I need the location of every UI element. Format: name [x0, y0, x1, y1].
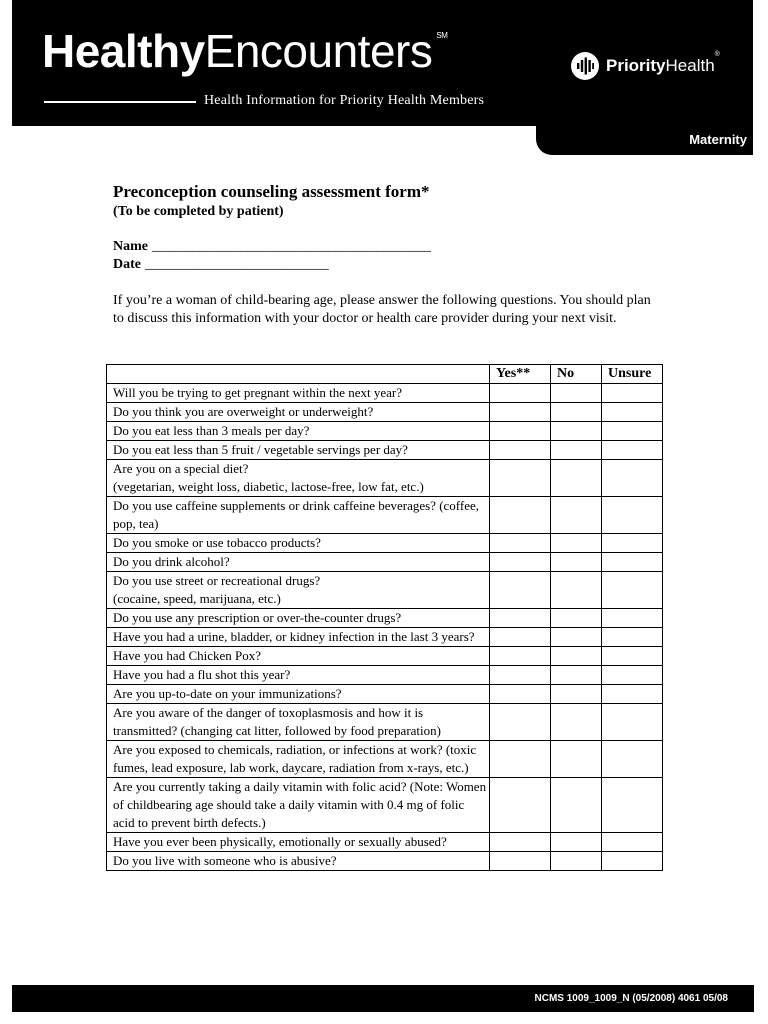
table-row — [107, 422, 663, 441]
service-mark: SM — [436, 31, 448, 40]
brand-light-text: Encounters — [204, 25, 433, 77]
question-text: Have you had a urine, bladder, or kidney infection in the last 3 years? — [107, 628, 490, 647]
question-text: Do you drink alcohol? — [107, 553, 490, 572]
registered-mark: ® — [714, 51, 720, 58]
table-row — [107, 460, 663, 497]
answer-unsure-cell[interactable] — [602, 460, 663, 497]
answer-no-cell[interactable] — [551, 852, 602, 871]
column-header-unsure: Unsure — [602, 365, 663, 384]
answer-no-cell[interactable] — [551, 647, 602, 666]
table-row — [107, 609, 663, 628]
answer-yes-cell[interactable] — [490, 833, 551, 852]
answer-yes-cell[interactable] — [490, 422, 551, 441]
question-text: Have you had Chicken Pox? — [107, 647, 490, 666]
form-subtitle: (To be completed by patient) — [113, 204, 284, 219]
question-text: Do you live with someone who is abusive? — [107, 852, 490, 871]
footer-bar — [12, 985, 754, 1012]
table-row — [107, 534, 663, 553]
answer-yes-cell[interactable] — [490, 852, 551, 871]
answer-yes-cell[interactable] — [490, 460, 551, 497]
date-label: Date — [113, 257, 141, 272]
answer-unsure-cell[interactable] — [602, 778, 663, 833]
question-text: Have you had a flu shot this year? — [107, 666, 490, 685]
question-line: Are you on a special diet? — [113, 461, 249, 476]
answer-yes-cell[interactable] — [490, 647, 551, 666]
answer-unsure-cell[interactable] — [602, 497, 663, 534]
question-line: Do you use street or recreational drugs? — [113, 573, 321, 588]
answer-no-cell[interactable] — [551, 403, 602, 422]
answer-no-cell[interactable] — [551, 441, 602, 460]
answer-unsure-cell[interactable] — [602, 534, 663, 553]
answer-no-cell[interactable] — [551, 833, 602, 852]
answer-unsure-cell[interactable] — [602, 685, 663, 704]
name-field[interactable] — [113, 239, 431, 255]
question-text: Are you exposed to chemicals, radiation, or infections at work? (toxic fumes, lead exposure, lab work, daycare, radiation from x-rays, etc.) — [107, 741, 490, 778]
answer-yes-cell[interactable] — [490, 704, 551, 741]
answer-no-cell[interactable] — [551, 778, 602, 833]
partner-logo — [570, 51, 720, 81]
table-row — [107, 685, 663, 704]
answer-yes-cell[interactable] — [490, 572, 551, 609]
header-banner — [12, 0, 753, 126]
answer-no-cell[interactable] — [551, 534, 602, 553]
question-text — [107, 460, 490, 497]
answer-yes-cell[interactable] — [490, 628, 551, 647]
brand-logo — [42, 25, 448, 77]
answer-yes-cell[interactable] — [490, 497, 551, 534]
table-row — [107, 833, 663, 852]
date-field[interactable] — [113, 257, 329, 273]
table-row — [107, 572, 663, 609]
answer-yes-cell[interactable] — [490, 666, 551, 685]
answer-no-cell[interactable] — [551, 666, 602, 685]
answer-no-cell[interactable] — [551, 741, 602, 778]
answer-unsure-cell[interactable] — [602, 833, 663, 852]
question-text: Have you ever been physically, emotionally or sexually abused? — [107, 833, 490, 852]
question-text: Do you smoke or use tobacco products? — [107, 534, 490, 553]
answer-unsure-cell[interactable] — [602, 628, 663, 647]
answer-yes-cell[interactable] — [490, 403, 551, 422]
question-text: Do you eat less than 3 meals per day? — [107, 422, 490, 441]
answer-unsure-cell[interactable] — [602, 441, 663, 460]
question-text: Do you eat less than 5 fruit / vegetable servings per day? — [107, 441, 490, 460]
answer-unsure-cell[interactable] — [602, 384, 663, 403]
section-tab — [536, 126, 753, 155]
answer-yes-cell[interactable] — [490, 741, 551, 778]
brand-bold-text: Healthy — [42, 25, 205, 77]
table-row — [107, 403, 663, 422]
answer-unsure-cell[interactable] — [602, 553, 663, 572]
table-row — [107, 704, 663, 741]
answer-no-cell[interactable] — [551, 460, 602, 497]
answer-yes-cell[interactable] — [490, 778, 551, 833]
questionnaire-table — [106, 364, 663, 871]
partner-bold-text: Priority — [606, 56, 666, 75]
intro-paragraph: If you’re a woman of child-bearing age, please answer the following questions. You should plan to discuss this information with your doctor or health care provider during your next visit. — [113, 293, 651, 326]
answer-no-cell[interactable] — [551, 704, 602, 741]
answer-yes-cell[interactable] — [490, 609, 551, 628]
name-label: Name — [113, 239, 148, 254]
answer-yes-cell[interactable] — [490, 553, 551, 572]
answer-unsure-cell[interactable] — [602, 666, 663, 685]
column-header-no: No — [551, 365, 602, 384]
answer-no-cell[interactable] — [551, 685, 602, 704]
answer-yes-cell[interactable] — [490, 685, 551, 704]
table-row — [107, 647, 663, 666]
question-text: Do you use caffeine supplements or drink caffeine beverages? (coffee, pop, tea) — [107, 497, 490, 534]
answer-unsure-cell[interactable] — [602, 572, 663, 609]
question-column-header — [107, 365, 490, 384]
question-text: Are you up-to-date on your immunizations? — [107, 685, 490, 704]
form-title: Preconception counseling assessment form* — [113, 182, 430, 201]
answer-unsure-cell[interactable] — [602, 422, 663, 441]
table-row — [107, 441, 663, 460]
table-row — [107, 384, 663, 403]
table-header-row — [107, 365, 663, 384]
answer-unsure-cell[interactable] — [602, 741, 663, 778]
priority-health-icon — [570, 51, 600, 81]
answer-no-cell[interactable] — [551, 572, 602, 609]
answer-unsure-cell[interactable] — [602, 609, 663, 628]
table-row — [107, 497, 663, 534]
question-text: Are you currently taking a daily vitamin with folic acid? (Note: Women of childbearing age should take a daily vitamin with 0.4 mg of folic acid to prevent birth defects.) — [107, 778, 490, 833]
answer-yes-cell[interactable] — [490, 441, 551, 460]
section-tab-label: Maternity — [689, 132, 747, 147]
question-text: Are you aware of the danger of toxoplasmosis and how it is transmitted? (changing cat litter, followed by food preparation) — [107, 704, 490, 741]
column-header-yes: Yes** — [490, 365, 551, 384]
form-code: NCMS 1009_1009_N (05/2008) 4061 05/08 — [534, 993, 728, 1004]
answer-no-cell[interactable] — [551, 553, 602, 572]
answer-unsure-cell[interactable] — [602, 647, 663, 666]
question-text: Will you be trying to get pregnant within the next year? — [107, 384, 490, 403]
tagline-rule — [44, 101, 196, 103]
question-text: Do you use any prescription or over-the-counter drugs? — [107, 609, 490, 628]
question-note: (cocaine, speed, marijuana, etc.) — [113, 591, 281, 606]
answer-unsure-cell[interactable] — [602, 403, 663, 422]
answer-unsure-cell[interactable] — [602, 704, 663, 741]
answer-no-cell[interactable] — [551, 628, 602, 647]
answer-no-cell[interactable] — [551, 497, 602, 534]
partner-light-text: Health — [665, 56, 715, 75]
answer-yes-cell[interactable] — [490, 384, 551, 403]
answer-no-cell[interactable] — [551, 422, 602, 441]
question-text: Do you think you are overweight or underweight? — [107, 403, 490, 422]
table-row — [107, 628, 663, 647]
tagline: Health Information for Priority Health Members — [204, 93, 485, 108]
name-blank[interactable]: _________________________________________ — [152, 239, 431, 254]
answer-no-cell[interactable] — [551, 384, 602, 403]
answer-yes-cell[interactable] — [490, 534, 551, 553]
question-text — [107, 572, 490, 609]
answer-no-cell[interactable] — [551, 609, 602, 628]
table-row — [107, 666, 663, 685]
table-row — [107, 553, 663, 572]
table-row — [107, 778, 663, 833]
table-row — [107, 741, 663, 778]
answer-unsure-cell[interactable] — [602, 852, 663, 871]
table-row — [107, 852, 663, 871]
date-blank[interactable]: ___________________________ — [145, 257, 329, 272]
question-note: (vegetarian, weight loss, diabetic, lactose-free, low fat, etc.) — [113, 479, 424, 494]
